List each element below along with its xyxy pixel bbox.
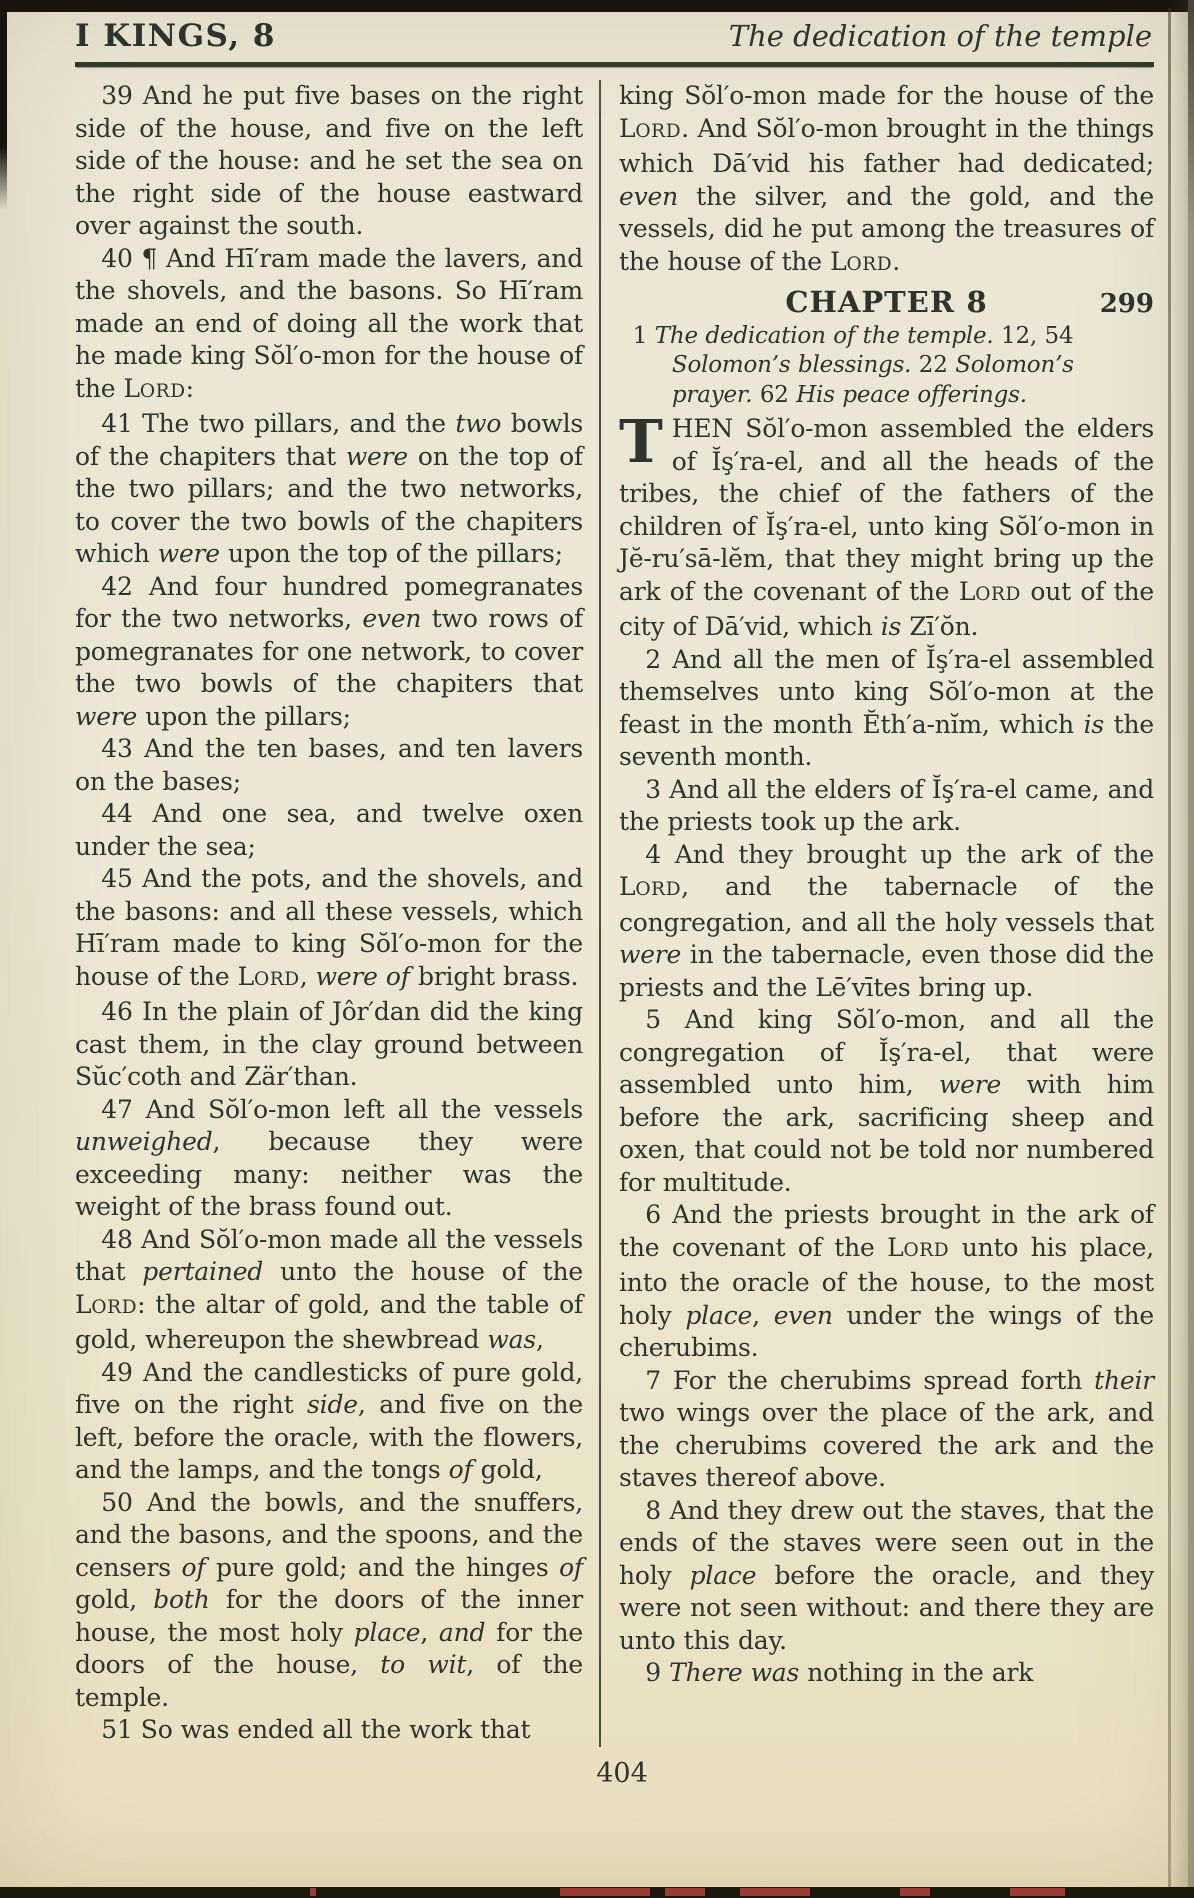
italic-text: were [345, 441, 408, 471]
italic-text: place [353, 1617, 421, 1647]
verse-paragraph: 44 And one sea, and twelve oxen under the sea; [75, 799, 583, 861]
italic-text: side [307, 1390, 358, 1419]
italic-text: even [619, 181, 679, 211]
header-rule [75, 62, 1154, 67]
verse-paragraph: 47 And Sŏl′o-mon left all the vessels unweighed, because they were exceeding many: neither was the weight of the brass found out. [75, 1094, 583, 1221]
chapter-title: CHAPTER 8 [785, 285, 988, 319]
italic-text: were [619, 940, 682, 969]
verse-paragraph: THEN Sŏl′o-mon assembled the elders of Ĭş′ra-el, and all the heads of the tribes, the chief of the fathers of the children of Ĭş′ra-el, unto king Sŏl′o-mon in Jĕ-ru′sā-lĕm, that they might bring up the ark of the covenant of the LORD out of the city of Dā′vid, which is Zī′ŏn. [619, 407, 1154, 641]
italic-text: were [75, 701, 138, 731]
verse-paragraph: 5 And king Sŏl′o-mon, and all the congregation of Ĭş′ra-el, that were assembled unto him, were with him before the ark, sacrificing sheep and oxen, that could not be told nor numbered for multitude. [619, 1005, 1154, 1197]
verse-paragraph: 42 And four hundred pomegranates for the two networks, even two rows of pomegranates for one network, to cover the two bowls of the chapiters that were upon the pillars; [75, 571, 584, 731]
italic-text: Solomon’s blessings. [671, 352, 912, 378]
smallcaps-lord: LORD [237, 961, 300, 991]
italic-text: of [448, 1455, 473, 1484]
verse-paragraph: 6 And the priests brought in the ark of the covenant of the LORD unto his place, into the oracle of the house, to the most holy place, even under the wings of the cherubims. [619, 1200, 1154, 1362]
smallcaps-lord: LORD [619, 113, 682, 143]
verse-paragraph: 3 And all the elders of Ĭş′ra-el came, and the priests took up the ark. [619, 774, 1154, 836]
italic-text: is [1083, 709, 1104, 739]
book-heading: I KINGS, 8 [75, 18, 276, 54]
left-column [75, 80, 583, 1747]
smallcaps-lord: LORD [123, 373, 186, 403]
page-content [75, 18, 1154, 1789]
verse-paragraph: 46 In the plain of Jôr′dan did the king cast them, in the clay ground between Sŭc′coth and Zär′than. [75, 997, 583, 1091]
italic-text: of [559, 1552, 583, 1582]
verse-paragraph: 50 And the bowls, and the snuffers, and the basons, and the spoons, and the censers of pure gold; and the hinges of gold, both for the doors of the inner house, the most holy place, and for the doors of the house, to wit, of the temple. [75, 1487, 583, 1712]
italic-text: Solomon’s prayer. [671, 352, 1074, 408]
verse-paragraph: 43 And the ten bases, and ten lavers on the bases; [75, 734, 583, 796]
italic-text: and [438, 1617, 486, 1647]
red-stamp-mark [310, 1888, 316, 1896]
italic-text: The dedication of the temple. [654, 322, 994, 349]
smallcaps-lord: LORD [619, 872, 682, 901]
right-column [619, 80, 1154, 1747]
scan-edge-bottom [0, 1887, 1194, 1898]
verse-paragraph: 7 For the cherubims spread forth their two wings over the place of the ark, and the cherubims covered the ark and the staves thereof above. [619, 1365, 1154, 1492]
smallcaps-lord: LORD [887, 1232, 950, 1262]
verse-paragraph: 45 And the pots, and the shovels, and the basons: and all these vessels, which Hī′ram made to king Sŏl′o-mon for the house of the LORD, were of bright brass. [75, 864, 583, 991]
smallcaps-lord: LORD [958, 576, 1021, 606]
italic-text: their [1094, 1365, 1154, 1395]
italic-text: were of [315, 961, 410, 991]
italic-text: pertained [142, 1257, 264, 1286]
page-edge-line [1168, 8, 1171, 1894]
red-stamp-mark [740, 1888, 810, 1896]
chapter-heading [619, 286, 1154, 319]
smallcaps-lord: LORD [75, 1289, 138, 1319]
verse-paragraph: 9 There was nothing in the ark [645, 1658, 1034, 1687]
verse-paragraph: 41 The two pillars, and the two bowls of the chapiters that were on the top of the two pillars; and the two networks, to cover the two bowls of the chapiters which were upon the top of the pillars; [75, 409, 583, 568]
italic-text: were [157, 539, 220, 568]
text-columns [75, 80, 1154, 1747]
italic-text: was [487, 1325, 536, 1354]
continuation-paragraph: king Sŏl′o-mon made for the house of the LORD. And Sŏl′o-mon brought in the things which Dā′vid his father had dedicated; even the silver, and the gold, and the vessels, did he put among the treasures of the house of the LORD. [619, 81, 1154, 276]
italic-text: His peace offerings. [796, 381, 1027, 408]
summary-paragraph: 1 The dedication of the temple. 12, 54 Solomon’s blessings. 22 Solomon’s prayer. 62 His peace offerings. [632, 322, 1074, 408]
verse-paragraph: 39 And he put five bases on the right side of the house, and five on the left side of the house: and he set the sea on the right side of the house eastward over against the south. [75, 81, 583, 240]
italic-text: both [153, 1585, 210, 1614]
italic-text: place [685, 1300, 753, 1330]
italic-text: of [181, 1552, 206, 1582]
red-stamp-mark [1010, 1888, 1065, 1896]
column-divider-rule [599, 80, 601, 1747]
italic-text: is [880, 612, 902, 641]
verse-paragraph: 49 And the candlesticks of pure gold, five on the right side, and five on the left, before the oracle, with the flowers, and the lamps, and the tongs of gold, [75, 1357, 583, 1484]
verse-paragraph: 2 And all the men of Ĭş′ra-el assembled themselves unto king Sŏl′o-mon at the feast in the month Ĕth′a-nĭm, which is the seventh month. [619, 644, 1154, 771]
red-stamp-mark [665, 1888, 705, 1896]
page-number: 404 [596, 1758, 648, 1789]
italic-text: There was [669, 1658, 800, 1687]
running-header [75, 18, 1154, 54]
chapter-page-ref: 299 [1099, 289, 1154, 319]
italic-text: place [689, 1560, 757, 1590]
page-footer [102, 1758, 1142, 1789]
scan-edge-left [0, 0, 7, 210]
verse-paragraph: 8 And they drew out the staves, that the ends of the staves were seen out in the holy place before the oracle, and they were not seen without: and there they are unto this day. [619, 1495, 1154, 1655]
italic-text: unweighed [75, 1127, 213, 1156]
red-stamp-mark [900, 1888, 930, 1896]
verse-paragraph: 4 And they brought up the ark of the LORD, and the tabernacle of the congregation, and all the holy vessels that were in the tabernacle, even those did the priests and the Lē′vītes bring up. [619, 839, 1154, 1002]
italic-text: even [773, 1300, 833, 1330]
drop-cap: T [619, 407, 663, 476]
red-stamp-mark [560, 1888, 650, 1896]
italic-text: two [455, 409, 502, 438]
scan-edge-right [1188, 0, 1194, 1898]
verse-paragraph: 48 And Sŏl′o-mon made all the vessels that pertained unto the house of the LORD: the altar of gold, and the table of gold, whereupon the shewbread was, [75, 1224, 584, 1354]
italic-text: even [362, 604, 422, 633]
italic-text: were [938, 1070, 1002, 1099]
running-head-title: The dedication of the temple [728, 19, 1152, 53]
verse-paragraph: 51 So was ended all the work that [101, 1715, 531, 1744]
scan-edge-top [0, 0, 1194, 12]
verse-paragraph: 40 ¶ And Hī′ram made the lavers, and the shovels, and the basons. So Hī′ram made an end of doing all the work that he made king Sŏl′o-mon for the house of the LORD: [75, 243, 583, 403]
smallcaps-lord: LORD [830, 246, 893, 276]
italic-text: to wit [380, 1650, 467, 1679]
